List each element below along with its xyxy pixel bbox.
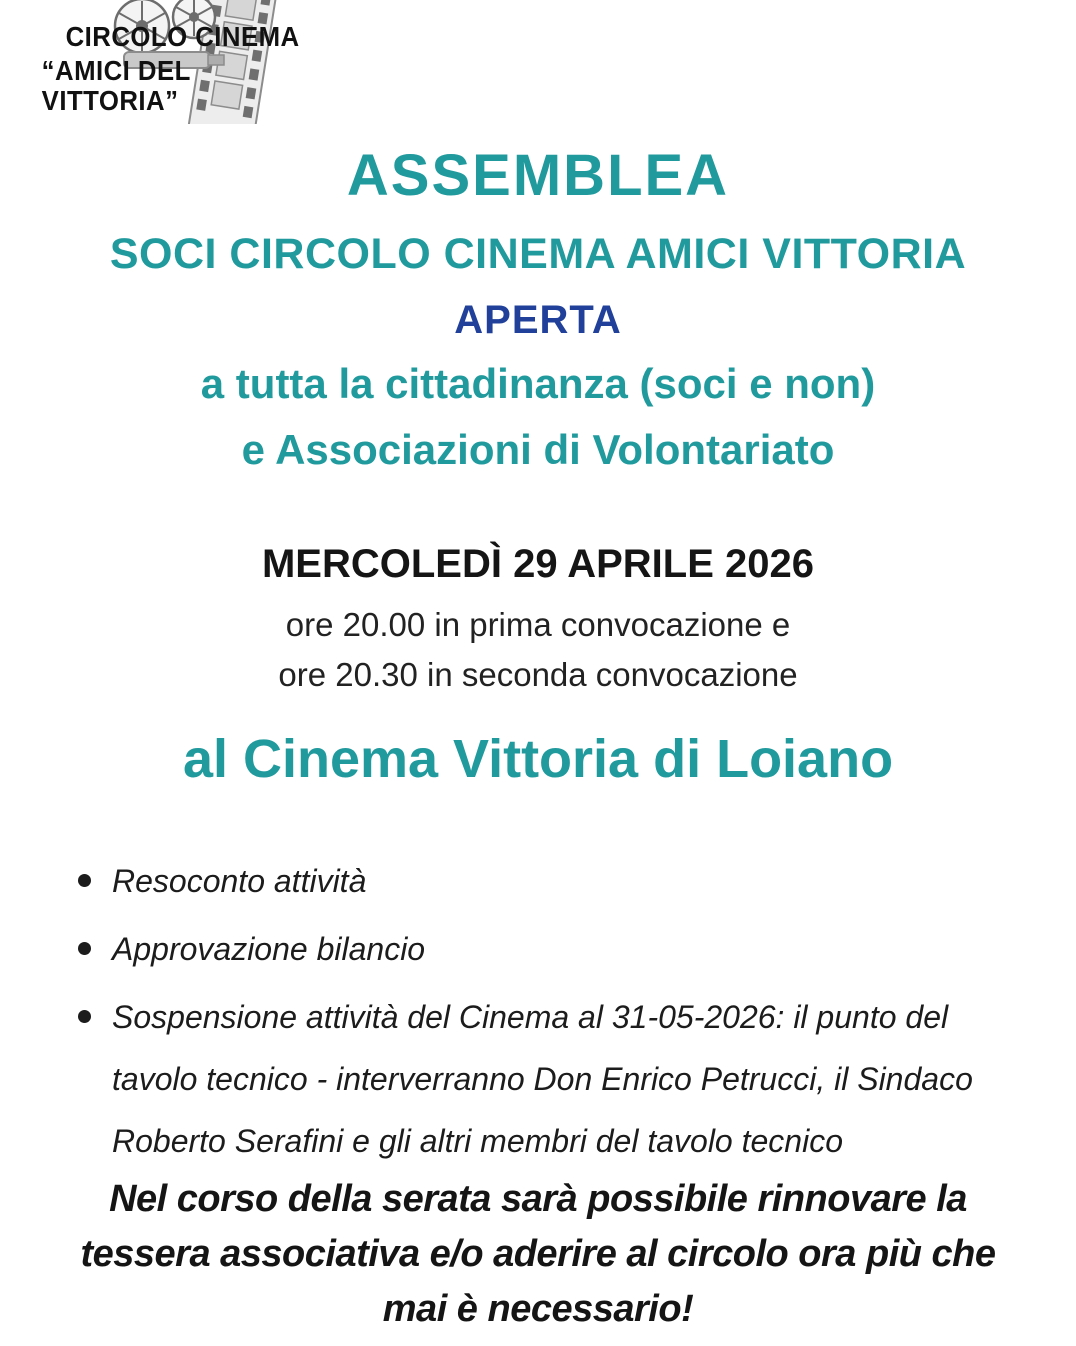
membership-note-line: Nel corso della serata sarà possibile rinnovare la bbox=[109, 1178, 967, 1220]
agenda-item bbox=[72, 986, 1012, 1172]
event-date: MERCOLEDÌ 29 APRILE 2026 bbox=[261, 542, 814, 586]
logo-line1: CIRCOLO CINEMA bbox=[65, 21, 300, 52]
poster-title: ASSEMBLEA bbox=[346, 143, 730, 208]
agenda-item-text: Approvazione bilancio bbox=[112, 931, 426, 967]
logo-text bbox=[38, 22, 332, 116]
open-assembly-label: APERTA bbox=[454, 298, 622, 342]
second-call-time: ore 20.30 in seconda convocazione bbox=[278, 656, 798, 693]
membership-note-line: mai è necessario! bbox=[382, 1288, 694, 1330]
agenda-list bbox=[72, 850, 1012, 1178]
bullet-icon bbox=[78, 1010, 91, 1023]
agenda-item bbox=[72, 918, 1012, 980]
audience-line-2: e Associazioni di Volontariato bbox=[241, 426, 835, 473]
agenda-item-text: Sospensione attività del Cinema al 31-05-2026: il punto del tavolo tecnico - interverranno Don Enrico Petrucci, il Sindaco Roberto Serafini e gli altri membri del tavolo tecnico bbox=[112, 999, 973, 1159]
poster-subtitle: SOCI CIRCOLO CINEMA AMICI VITTORIA bbox=[109, 230, 967, 278]
club-logo bbox=[38, 0, 358, 130]
logo-line2: “AMICI DEL VITTORIA” bbox=[41, 55, 191, 116]
membership-note-line: tessera associativa e/o aderire al circolo ora più che bbox=[80, 1233, 996, 1275]
agenda-item bbox=[72, 850, 1012, 912]
membership-note bbox=[0, 1172, 1076, 1337]
first-call-time: ore 20.00 in prima convocazione e bbox=[285, 606, 791, 643]
audience-line-1: a tutta la cittadinanza (soci e non) bbox=[200, 360, 876, 407]
venue-line: al Cinema Vittoria di Loiano bbox=[182, 729, 894, 789]
bullet-icon bbox=[78, 942, 91, 955]
agenda-item-text: Resoconto attività bbox=[112, 863, 367, 899]
bullet-icon bbox=[78, 874, 91, 887]
